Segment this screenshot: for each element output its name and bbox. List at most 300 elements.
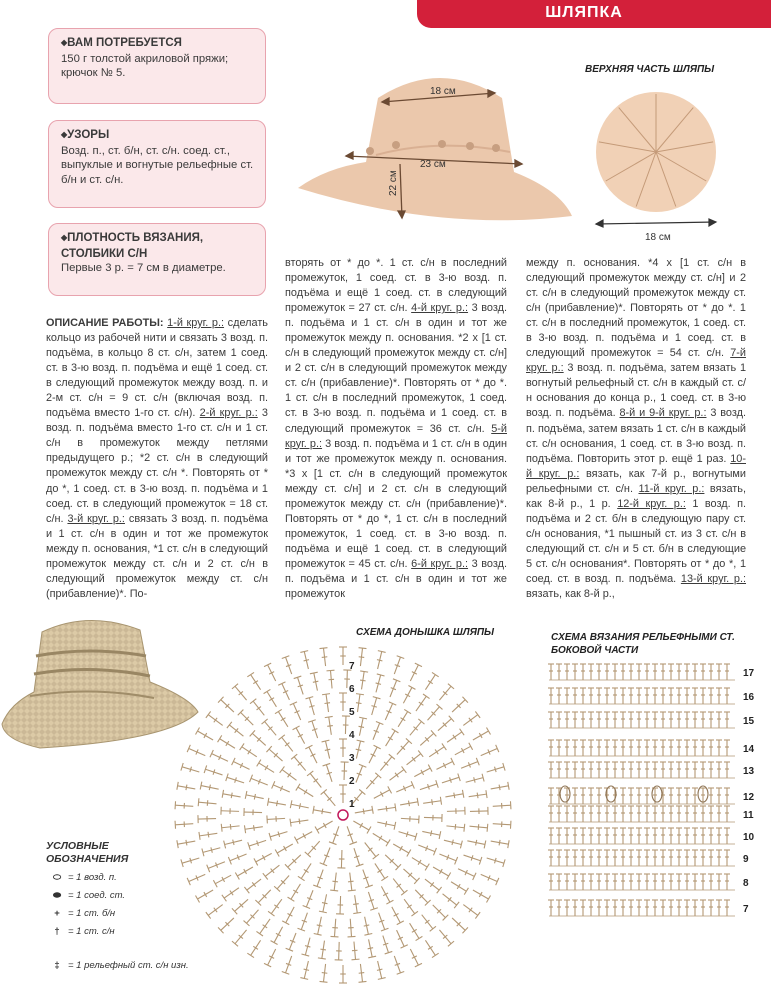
stitch-symbol [414, 765, 432, 777]
stitch-symbol [377, 821, 395, 829]
stitch-symbol [353, 821, 371, 833]
stitch-symbol [425, 940, 438, 957]
stitch-symbol [275, 844, 293, 856]
stitch-symbol [271, 927, 283, 945]
hat-dimension-diagram [290, 60, 590, 240]
grid-row-number: 11 [743, 810, 754, 821]
stitch-symbol [447, 729, 464, 743]
stitch-symbol [473, 728, 491, 740]
circle-dimension-arrow [596, 219, 716, 227]
stitch-symbol [348, 873, 356, 891]
stitch-symbol [339, 785, 347, 803]
stitch-symbol [368, 939, 376, 957]
stitch-symbol [368, 892, 377, 910]
stitch-symbol [335, 942, 343, 960]
stitch-symbol [375, 863, 388, 880]
stitch-symbol [327, 670, 335, 688]
stitch-symbol [461, 758, 479, 768]
grid-row [548, 762, 735, 778]
instruction-text: 1 возд. п. подъёма и 2 ст. б/н в следующую пару ст. с/н основания, *1 пышный ст. из 3 ст. с/н в следующий ст. с/н и 5 ст. б/н в следующие 5 ст. с/н основания*. Повторять от * до *, 1 соед. ст. в возд. п. подъёма. [526, 497, 746, 585]
stitch-symbol [228, 854, 246, 864]
stitch-symbol [314, 917, 323, 935]
stitch-symbol [404, 899, 418, 916]
stitch-symbol [300, 651, 309, 669]
stitch-symbol [221, 807, 239, 815]
stitch-symbol [398, 709, 411, 726]
gauge-box [48, 223, 266, 296]
stitch-symbol [280, 766, 297, 780]
stitch-symbol [373, 833, 390, 846]
grid-row-number: 13 [743, 766, 755, 777]
materials-text: 150 г толстой акриловой пряжи; крючок № 5. [61, 52, 229, 79]
stitch-symbol [248, 840, 266, 849]
gauge-title: ◆ ПЛОТНОСТЬ ВЯЗАНИЯ, СТОЛБИКИ С/Н [61, 231, 256, 261]
stitch-symbol [282, 956, 292, 974]
stitch-symbol [493, 801, 511, 809]
stitch-symbol [383, 936, 392, 954]
round-label: 4-й круг. р.: [411, 302, 469, 315]
stitch-symbol [218, 697, 234, 712]
round-label: 6-й круг. р.: [411, 557, 469, 570]
stitch-symbol [359, 964, 367, 982]
round-label: 5-й круг. р.: [285, 422, 507, 450]
stitch-symbol [226, 773, 244, 782]
stitch-symbol [399, 832, 417, 841]
description-heading: ОПИСАНИЕ РАБОТЫ: [46, 317, 168, 329]
stitch-symbol [175, 801, 193, 809]
round-number: 5 [349, 707, 355, 718]
stitch-symbol [446, 824, 464, 832]
stitch-symbol [290, 800, 308, 808]
stitch-symbol [423, 797, 441, 805]
stitch-symbol [321, 789, 336, 805]
stitch-symbol [373, 722, 383, 740]
instructions-column-1 [46, 316, 268, 602]
stitch-symbol [322, 694, 330, 712]
stitch-symbol [481, 745, 499, 756]
stitch-symbol [410, 949, 422, 967]
stitch-symbol [308, 720, 317, 738]
stitch-symbol [210, 750, 228, 761]
stitch-symbol [422, 831, 440, 839]
top-part-label: ВЕРХНЯЯ ЧАСТЬ ШЛЯПЫ [585, 64, 715, 75]
stitch-symbol [455, 743, 473, 755]
stitch-symbol [294, 676, 303, 694]
stitch-symbol [385, 702, 396, 720]
stitch-symbol [444, 840, 462, 849]
grid-row [548, 874, 735, 890]
stitch-symbol [336, 896, 344, 914]
stitch-symbol [279, 735, 293, 752]
stitch-symbol [291, 754, 306, 770]
stitch-symbol [227, 722, 244, 736]
stitch-symbol [363, 870, 373, 888]
section-title: ШЛЯПКА [545, 4, 623, 21]
stitch-symbol [222, 790, 240, 798]
stitch-symbol [390, 679, 400, 697]
stitch-symbol [443, 894, 460, 908]
grid-row-number: 10 [743, 832, 755, 843]
round-label: 12-й круг. р.: [617, 497, 686, 510]
stitch-symbol [250, 699, 264, 716]
stitch-symbol [196, 728, 214, 740]
stitch-symbol [337, 850, 345, 868]
round-label: 11-й круг. р.: [638, 482, 705, 495]
stitch-symbol [339, 965, 347, 983]
round-label: 8-й и 9-й круг. р.: [619, 407, 707, 420]
stitch-symbol [487, 858, 505, 867]
side-scheme-diagram [545, 660, 765, 926]
stitch-symbol [458, 869, 476, 880]
stitch-symbol [318, 941, 326, 959]
patterns-text: Возд. п., ст. б/н, ст. с/н. соед. ст., выпуклые и вогнутые рельефные ст. б/н и ст. с/н. [61, 144, 254, 186]
stitch-symbol [433, 905, 449, 921]
stitch-symbol [466, 774, 484, 783]
stitch-symbol [354, 848, 363, 866]
stitch-symbol [433, 867, 451, 879]
stitch-symbol [256, 919, 270, 936]
instruction-text: 3 возд. п. подъёма, затем вязать 1 ст. с/н в каждый ст. с/н основания, 1 соед. ст. в 3-ю возд. п. подъёма. Повторить этот р. ещё 1 раз. [526, 407, 746, 465]
stitch-symbol [325, 716, 333, 734]
stitch-symbol [322, 740, 331, 758]
stitch-symbol [393, 879, 407, 896]
instructions-column-2 [285, 256, 507, 602]
stitch-symbol [264, 663, 276, 681]
round-label: 3-й круг. р.: [67, 512, 125, 525]
stitch-symbol [410, 923, 423, 940]
stitch-symbol [247, 672, 260, 689]
stitch-symbol [267, 815, 285, 823]
legend-title: УСЛОВНЫЕ ОБОЗНАЧЕНИЯ [46, 840, 129, 865]
single-crochet-icon: + [54, 908, 60, 919]
round-label: 10-й круг. р.: [526, 452, 746, 480]
stitch-symbol [244, 808, 262, 816]
stitch-symbol [320, 848, 330, 866]
stitch-symbol [381, 886, 393, 904]
stitch-symbol [445, 790, 463, 798]
relief-double-crochet-icon: ‡ [54, 960, 60, 971]
stitch-symbol [293, 726, 305, 744]
instruction-text: между п. основания. *4 х [1 ст. с/н в следующий промежуток между ст. с/н] и 2 ст. с/н в следующий промежуток между ст. с/н (прибавление)*. Повторять от * до *. 1 ст. с/н в последний промежуток, 1 соед. ст. в 3-ю возд. п. подъёма и 1 соед. ст. в следующий промежуток = 54 ст. с/н. [526, 257, 746, 360]
stitch-symbol [245, 791, 263, 799]
stitch-symbol [274, 875, 289, 891]
grid-row [548, 712, 735, 728]
legend-item-relief: ‡ = 1 рельефный ст. с/н изн. [56, 960, 256, 971]
stitch-symbol [218, 735, 235, 748]
stitch-symbol [330, 919, 338, 937]
stitch-symbol [487, 763, 505, 772]
stitch-symbol [285, 855, 301, 870]
grid-row-number: 9 [743, 854, 749, 865]
stitch-symbol [353, 895, 361, 913]
stitch-symbol [491, 782, 509, 790]
stitch-symbol [264, 689, 277, 706]
top-circle-diagram [590, 88, 730, 248]
round-label: 7-й круг. р.: [526, 347, 746, 375]
instruction-text: 3 возд. п. подъёма и 1 ст. с/н в один и тот же промежуток [285, 557, 507, 601]
instruction-text: 3 возд. п. подъёма вместо 1-го ст. с/н и 1 ст. с/н в промежуток между петлями предыдущего р.; *2 ст. с/н в следующий промежуток между ст. с/н *. Повторять от * до *, 1 соед. ст. в 3-ю возд. п. подъёма и 1 соед. ст. в следующий промежуток = 18 ст. с/н. [46, 407, 268, 525]
stitch-symbol [262, 719, 277, 735]
legend [46, 840, 189, 971]
stitch-symbol [221, 824, 239, 832]
stitch-symbol [187, 745, 205, 756]
stitch-symbol [177, 840, 195, 848]
stitch-symbol [366, 773, 381, 789]
stitch-symbol [451, 882, 468, 895]
grid-row [548, 900, 735, 916]
stitch-symbol [360, 671, 368, 689]
stitch-symbol [452, 697, 468, 712]
stitch-symbol [397, 738, 412, 754]
stitch-symbol [403, 869, 419, 884]
stitch-symbol [303, 890, 313, 908]
grid-row-number: 15 [743, 716, 755, 727]
stitch-symbol [313, 870, 323, 888]
instruction-text: 3 возд. п. подъёма, затем вязать 1 вогнутый рельефный ст. с/н в каждый ст. с/н основания до конца р., 1 соед. ст. в 3-ю возд. п. подъёма. [526, 362, 747, 420]
stitch-symbol [224, 840, 242, 849]
stitch-symbol [429, 743, 446, 756]
stitch-symbol [355, 806, 373, 814]
stitch-symbol [206, 711, 223, 725]
stitch-symbol [232, 758, 250, 769]
stitch-symbol [269, 832, 287, 841]
round-label: 1-й круг. р.: [167, 317, 225, 329]
stitch-symbol [493, 821, 511, 829]
stitch-symbol [339, 739, 347, 757]
stitch-symbol [264, 949, 276, 967]
stitch-symbol [352, 942, 360, 960]
legend-item-double: † = 1 ст. с/н [56, 926, 256, 937]
stitch-symbol [200, 782, 218, 790]
hat-shape [298, 78, 572, 220]
stitch-symbol [250, 730, 266, 745]
stitch-symbol [394, 956, 404, 974]
stitch-symbol [307, 771, 321, 788]
stitch-symbol [439, 854, 457, 864]
stitch-symbol [268, 899, 282, 916]
stitch-symbol [464, 855, 482, 864]
stitch-symbol [439, 684, 454, 700]
stitch-symbol [202, 847, 220, 856]
stitch-symbol [407, 751, 424, 765]
stitch-symbol [369, 745, 381, 763]
grid-row [548, 850, 735, 866]
stitch-symbol [356, 764, 366, 782]
stitch-symbol [244, 825, 262, 833]
slip-dot-icon: ⬬ [52, 890, 62, 901]
grid-row-number: 12 [743, 792, 755, 803]
stitch-symbol [177, 782, 195, 790]
stitch-symbol [470, 824, 488, 832]
stitch-symbol [481, 874, 499, 885]
stitch-symbol [473, 890, 491, 902]
stitch-symbol [319, 894, 327, 912]
stitch-symbol [356, 694, 364, 712]
stitch-symbol [313, 806, 331, 814]
double-crochet-icon: † [54, 926, 60, 937]
stitch-symbol [377, 651, 386, 669]
stitch-symbol [425, 879, 442, 893]
round-number: 3 [349, 753, 355, 764]
stitch-symbol [365, 842, 379, 859]
stitch-symbol [250, 775, 268, 785]
grid-row [548, 786, 735, 804]
stitch-symbol [198, 815, 216, 823]
legend-item-single: + = 1 ст. б/н [56, 908, 256, 919]
bottom-scheme-title: СХЕМА ДОНЫШКА ШЛЯПЫ [356, 627, 495, 638]
stitch-symbol [298, 913, 308, 931]
stitch-symbol [412, 858, 429, 871]
circle-width-label: 18 см [645, 232, 671, 243]
stitch-symbol [379, 913, 389, 931]
stitch-symbol [403, 686, 415, 704]
stitch-symbol [181, 763, 199, 772]
stitch-symbol [447, 807, 465, 815]
instruction-text: 3 возд. п. подъёма и 1 ст. с/н в один и тот же промежуток между п. основания. *2 х [1 ст. с/н в следующий промежуток между ст. с/н] и 2 ст. с/н в следующий промежуток между ст. с/н (прибавление)*. Повторять от * до *. 1 ст. с/н в последний промежуток, 1 соед. ст. в 3-ю возд. п. подъёма и 1 соед. ст. в следующий промежуток = 36 ст. с/н. [285, 302, 507, 435]
round-number: 2 [349, 776, 355, 787]
stitch-symbol [288, 884, 301, 901]
legend-item-chain: ⬭ = 1 возд. п. [56, 872, 256, 883]
instruction-text: сделать кольцо из рабочей нити и связать 3 возд. п. подъёма, в кольцо 8 ст. с/н, затем 1 соед. ст. в 3-ю возд. п. подъёма и ещё 1 соед. ст. в следующий промежуток между возд. п. и 2-м ст. с/н = 9 ст. с/н (включая возд. п. подъёма вместо 1-го ст. с/н). [46, 317, 268, 420]
stitch-symbol [347, 826, 357, 844]
stitch-symbol [356, 740, 365, 758]
patterns-title: ◆ УЗОРЫ [61, 128, 256, 144]
top-width-label: 18 см [430, 86, 456, 97]
instruction-text: вязать, как 8-й р., 1 р. [526, 482, 746, 510]
stitch-symbol [294, 832, 312, 844]
grid-row-number: 7 [743, 904, 749, 915]
stitch-symbol [415, 890, 430, 906]
stitch-symbol [467, 840, 485, 848]
stitch-symbol [272, 781, 290, 792]
stitch-symbol [320, 648, 328, 666]
round-label: 13-й круг. р.: [680, 572, 747, 585]
grid-row [548, 664, 735, 680]
stitch-symbol [393, 844, 411, 856]
stitch-symbol [386, 729, 399, 746]
stitch-symbol [341, 762, 349, 780]
materials-box [48, 28, 266, 104]
stitch-symbol [282, 907, 294, 925]
stitch-symbol [422, 915, 436, 932]
stitch-symbol [410, 719, 425, 735]
grid-row-number: 17 [743, 668, 755, 679]
stitch-symbol [376, 674, 385, 692]
grid-row-number: 14 [743, 744, 755, 755]
stitch-symbol [436, 758, 454, 769]
stitch-symbol [320, 964, 328, 982]
stitch-symbol [181, 858, 199, 867]
stitch-symbol [247, 940, 260, 957]
stitch-symbol [438, 716, 454, 731]
stitch-symbol [339, 693, 347, 711]
stitch-symbol [371, 697, 380, 715]
side-scheme-title: СХЕМА ВЯЗАНИЯ РЕЛЬЕФНЫМИ СТ. БОКОВОЙ ЧАСТИ [551, 632, 735, 656]
stitch-symbol [442, 773, 460, 782]
grid-row [548, 740, 735, 756]
gauge-text: Первые 3 р. = 7 см в диаметре. [61, 262, 226, 274]
stitch-symbol [306, 697, 315, 715]
stitch-symbol [380, 754, 395, 770]
stitch-symbol [254, 853, 272, 865]
stitch-symbol [315, 821, 333, 833]
stitch-symbol [416, 694, 430, 711]
stitch-symbol [301, 938, 310, 956]
patterns-box [48, 120, 266, 208]
grid-row-number: 16 [743, 692, 755, 703]
stitch-symbol [290, 702, 301, 720]
stitch-symbol [298, 863, 311, 880]
stitch-symbol [305, 745, 317, 763]
section-banner [417, 0, 771, 28]
stitch-symbol [240, 743, 257, 756]
stitch-symbol [377, 961, 386, 979]
stitch-symbol [348, 919, 356, 937]
stitch-symbol [330, 873, 338, 891]
stitch-symbol [469, 790, 487, 798]
stitch-symbol [339, 647, 347, 665]
stitch-symbol [491, 840, 509, 848]
stitch-symbol [175, 821, 193, 829]
magic-ring-icon [338, 810, 348, 820]
round-number: 7 [349, 661, 355, 672]
instruction-text: вторять от * до *. 1 ст. с/н в последний промежуток, 1 соед. ст. в 3-ю возд. п. подъёма и ещё 1 соед. ст. в следующий промежуток = 27 ст. с/н. [285, 257, 507, 315]
stitch-symbol [470, 807, 488, 815]
stitch-symbol [424, 814, 442, 822]
stitch-symbol [400, 798, 418, 806]
stitch-symbol [275, 709, 288, 726]
stitch-symbol [329, 826, 339, 844]
stitch-symbol [401, 815, 419, 823]
instructions-column-3 [526, 256, 746, 602]
stitch-symbol [305, 841, 320, 857]
stitch-symbol [278, 682, 289, 700]
stitch-symbol [290, 819, 308, 827]
stitch-symbol [374, 786, 392, 798]
height-label: 22 см [388, 170, 399, 196]
stitch-symbol [296, 784, 313, 797]
stitch-symbol [232, 684, 247, 700]
stitch-symbol [267, 798, 285, 806]
stitch-symbol [420, 730, 436, 745]
round-number: 4 [349, 730, 355, 741]
stitch-symbol [392, 907, 404, 925]
stitch-symbol [425, 672, 438, 689]
grid-row [548, 828, 735, 844]
stitch-symbol [439, 930, 454, 946]
stitch-symbol [255, 890, 270, 906]
stitch-symbol [286, 933, 296, 951]
stitch-symbol [428, 704, 443, 720]
stitch-symbol [263, 865, 280, 879]
stitch-symbol [238, 710, 254, 726]
stitch-symbol [385, 855, 401, 870]
bottom-scheme-diagram [168, 640, 520, 992]
stitch-symbol [266, 746, 282, 761]
stitch-symbol [396, 781, 414, 792]
instruction-text: вязать, как 7-й р., вогнутыми рельефными ст. с/н. [526, 467, 746, 495]
brim-width-label: 23 см [420, 159, 446, 170]
round-number: 1 [349, 799, 355, 810]
stitch-symbol [390, 766, 407, 780]
instruction-text: связать 3 возд. п. подъёма и 1 ст. с/н в один и тот же промежуток между п. основания, *1 ст. с/н в следующий промежуток между ст. с/н и 2 ст. с/н в следующий промежуток между ст. с/н (прибавление)*. По- [46, 512, 268, 600]
stitch-symbol [359, 717, 367, 735]
stitch-symbol [378, 803, 396, 811]
grid-row-number: 8 [743, 878, 749, 889]
stitch-symbol [463, 711, 480, 725]
round-label: 2-й круг. р.: [199, 407, 258, 420]
materials-title: ◆ ВАМ ПОТРЕБУЕТСЯ [61, 36, 256, 52]
